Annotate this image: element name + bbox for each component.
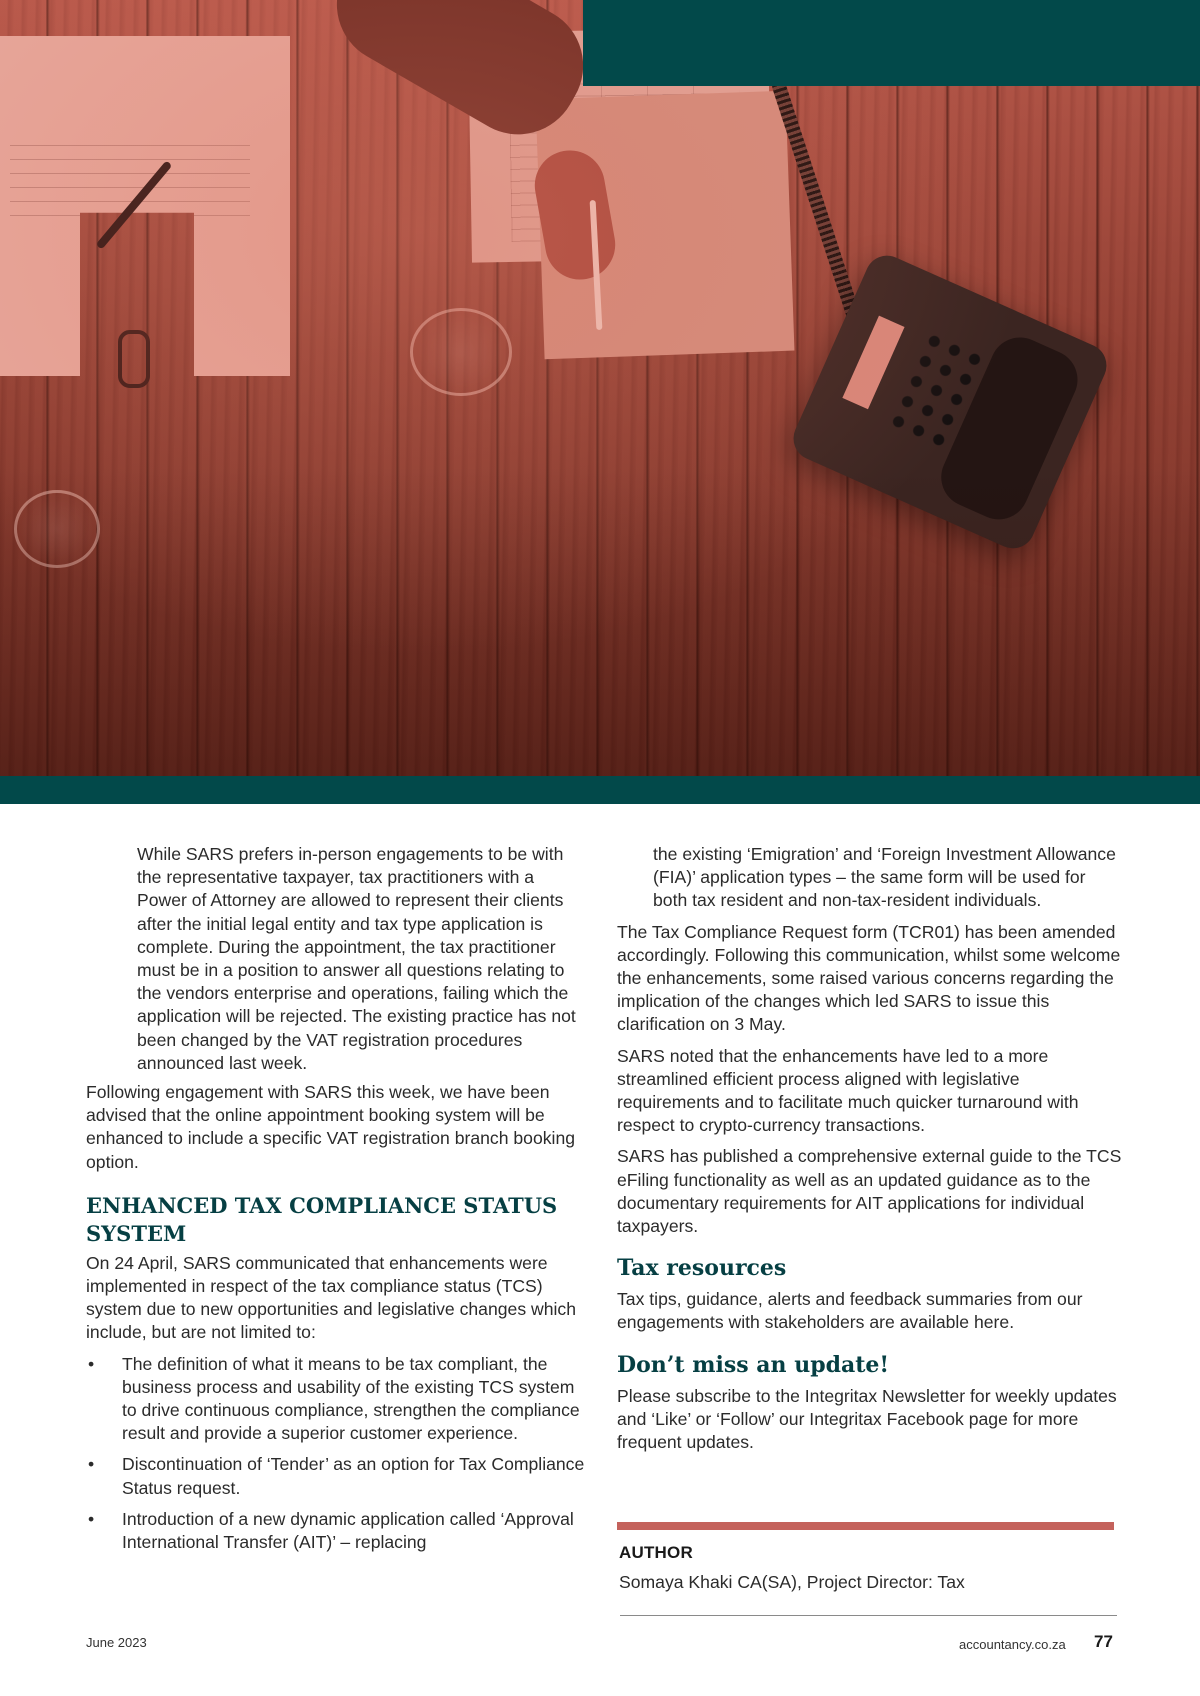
list-item-text: Discontinuation of ‘Tender’ as an option for Tax Compliance Status request. [122,1454,585,1498]
bullet-icon: • [88,1454,95,1475]
bullet-icon: • [88,1508,95,1529]
left-column [86,843,588,1562]
footer-date: June 2023 [86,1635,147,1650]
list-item [86,1353,588,1446]
footer-site: accountancy.co.za [959,1637,1066,1652]
section-heading: ENHANCED TAX COMPLIANCE STATUS SYSTEM [86,1192,558,1246]
bullet-continuation: the existing ‘Emigration’ and ‘Foreign Investment Allowance (FIA)’ application types – the same form will be used for both tax resident and non-tax-resident individuals. [653,844,1116,911]
list-item-text: The definition of what it means to be tax compliant, the business process and usability of the existing TCS system to drive continuous compliance, strengthen the compliance result and provide a superior customer experience. [122,1353,580,1444]
right-column [617,843,1122,1462]
teal-divider-band [0,776,1200,804]
update-paragraph: Please subscribe to the Integritax Newsletter for weekly updates and ‘Like’ or ‘Follow’ our Integritax Facebook page for more frequent updates. [617,1385,1117,1453]
author-name: Somaya Khaki CA(SA), Project Director: Tax [619,1572,965,1592]
list-item-text: Introduction of a new dynamic application called ‘Approval International Transfer (AIT)’ – replacing [122,1508,574,1553]
teal-accent-block [583,0,1200,86]
author-divider [617,1522,1114,1530]
body-paragraph: On 24 April, SARS communicated that enhancements were implemented in respect of the tax compliance status (TCS) system due to new opportunities and legislative changes which include, but are not limited to: [86,1252,576,1343]
page-number: 77 [1094,1632,1113,1651]
bullet-list [86,1353,588,1555]
body-paragraph: SARS has published a comprehensive external guide to the TCS eFiling functionality as well as an updated guidance as to the documentary requirements for AIT applications for individual taxpayers. [617,1146,1122,1237]
continued-paragraph: While SARS prefers in-person engagements to be with the representative taxpayer, tax practitioners with a Power of Attorney are allowed to represent their clients after the initial legal entity and tax type application is complete. During the appointment, the tax practitioner must be in a position to answer all questions relating to the vendors enterprise and operations, failing which the application will be rejected. The existing practice has not been changed by the VAT registration procedures announced last week. [137,844,576,1073]
body-paragraph: Following engagement with SARS this week, we have been advised that the online appointment booking system will be enhanced to include a specific VAT registration branch booking option. [86,1082,576,1172]
update-heading: Don’t miss an update! [617,1351,890,1378]
author-bottom-rule [620,1615,1117,1616]
tax-resources-heading: Tax resources [617,1255,787,1282]
author-label: AUTHOR [619,1543,693,1562]
hero-photo [0,0,1200,776]
body-paragraph: The Tax Compliance Request form (TCR01) has been amended accordingly. Following this communication, whilst some welcome the enhancements, some raised various concerns regarding the implication of the changes which led SARS to issue this clarification on 3 May. [617,921,1121,1035]
list-item [86,1453,588,1499]
tax-resources-paragraph: Tax tips, guidance, alerts and feedback summaries from our engagements with stakeholders are available here. [617,1289,1083,1333]
list-item [86,1508,588,1554]
body-paragraph: SARS noted that the enhancements have led to a more streamlined efficient process aligned with legislative requirements and to facilitate much quicker turnaround with respect to crypto-currency transactions. [617,1045,1079,1136]
bullet-icon: • [88,1353,95,1374]
